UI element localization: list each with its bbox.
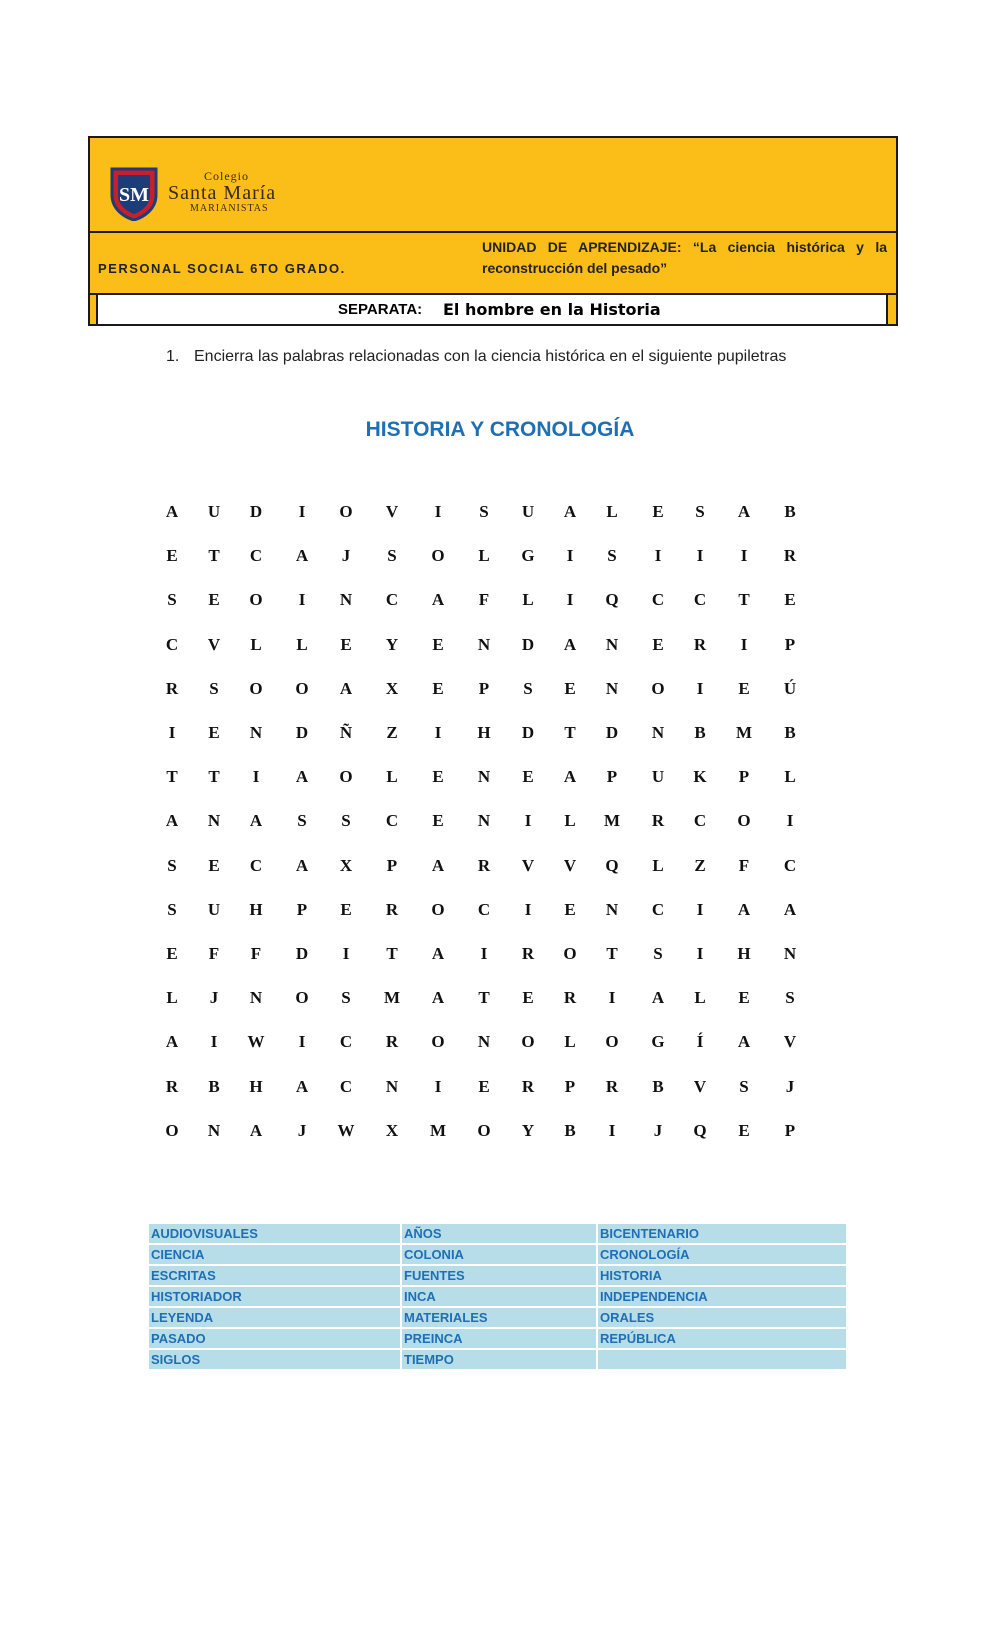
grid-letter[interactable]: P xyxy=(738,767,750,787)
grid-letter[interactable]: I xyxy=(252,767,260,787)
grid-letter[interactable]: I xyxy=(434,723,442,742)
grid-letter[interactable]: L xyxy=(386,767,398,787)
grid-letter[interactable]: N xyxy=(477,634,491,654)
grid-letter[interactable]: O xyxy=(431,1032,445,1052)
grid-letter[interactable]: E xyxy=(432,678,444,698)
grid-letter[interactable]: I xyxy=(696,944,704,963)
word-list-item: REPÚBLICA xyxy=(598,1329,846,1348)
grid-letter[interactable]: L xyxy=(166,988,178,1008)
grid-letter[interactable]: I xyxy=(566,546,574,566)
grid-letter[interactable]: O xyxy=(563,944,577,963)
grid-letter[interactable]: N xyxy=(385,1076,399,1096)
grid-letter[interactable]: Q xyxy=(605,590,619,610)
word-list-item: ESCRITAS xyxy=(149,1266,402,1285)
grid-letter[interactable]: R xyxy=(783,546,797,566)
grid-letter[interactable]: R xyxy=(165,678,179,698)
grid-letter[interactable]: A xyxy=(165,502,179,521)
grid-letter[interactable]: S xyxy=(341,988,351,1008)
grid-letter[interactable]: E xyxy=(478,1076,490,1096)
grid-letter[interactable]: N xyxy=(605,899,619,919)
logo-colegio: Colegio xyxy=(204,169,249,183)
grid-letter[interactable]: S xyxy=(785,988,795,1008)
grid-letter[interactable]: N xyxy=(207,811,221,831)
grid-letter[interactable]: F xyxy=(208,944,220,963)
grid-letter[interactable]: O xyxy=(737,811,751,831)
grid-letter[interactable]: N xyxy=(477,1032,491,1052)
grid-letter[interactable]: A xyxy=(431,855,445,875)
grid-letter[interactable]: A xyxy=(295,1076,309,1096)
logo-school-name: Santa María xyxy=(168,182,277,204)
grid-letter[interactable]: C xyxy=(651,590,665,610)
grid-letter[interactable]: N xyxy=(605,634,619,654)
worksheet-header xyxy=(88,136,898,326)
grid-letter[interactable]: I xyxy=(524,899,532,919)
grid-letter[interactable]: E xyxy=(208,855,220,875)
grid-letter[interactable]: A xyxy=(563,502,577,521)
grid-letter[interactable]: O xyxy=(295,988,309,1008)
word-list-item xyxy=(598,1350,846,1369)
grid-letter[interactable]: C xyxy=(165,634,179,654)
grid-letter[interactable]: E xyxy=(208,590,220,610)
word-list-item: HISTORIA xyxy=(598,1266,846,1285)
grid-letter[interactable]: L xyxy=(564,1032,576,1052)
learning-unit: UNIDAD DE APRENDIZAJE: “La ciencia histórica y la reconstrucción del pesado” xyxy=(482,239,887,276)
grid-letter[interactable]: O xyxy=(339,502,353,521)
grid-letter[interactable]: J xyxy=(209,988,219,1008)
grid-letter[interactable]: I xyxy=(696,899,704,919)
grid-letter[interactable]: S xyxy=(607,546,617,566)
grid-letter[interactable]: S xyxy=(167,855,177,875)
grid-letter[interactable]: J xyxy=(341,546,351,566)
grid-letter[interactable]: A xyxy=(563,634,577,654)
grid-letter[interactable]: I xyxy=(480,944,488,963)
grid-letter[interactable]: C xyxy=(339,1032,353,1052)
grid-letter[interactable]: Z xyxy=(386,723,398,742)
grid-letter[interactable]: E xyxy=(738,678,750,698)
grid-letter[interactable]: E xyxy=(522,767,534,787)
grid-letter[interactable]: R xyxy=(385,1032,399,1052)
grid-letter[interactable]: S xyxy=(297,811,307,831)
grid-letter[interactable]: E xyxy=(432,811,444,831)
grid-letter[interactable]: N xyxy=(207,1120,221,1140)
grid-letter[interactable]: P xyxy=(386,855,398,875)
word-list-item: CIENCIA xyxy=(149,1245,402,1264)
grid-letter[interactable]: C xyxy=(693,811,707,831)
grid-letter[interactable]: R xyxy=(521,1076,535,1096)
grid-letter[interactable]: N xyxy=(605,678,619,698)
grid-letter[interactable]: F xyxy=(738,855,750,875)
grid-letter[interactable]: E xyxy=(522,988,534,1008)
grid-letter[interactable]: N xyxy=(477,811,491,831)
word-list-item: LEYENDA xyxy=(149,1308,402,1327)
instruction-number: 1. xyxy=(166,348,180,365)
grid-letter[interactable]: T xyxy=(208,767,220,787)
grid-letter[interactable]: O xyxy=(605,1032,619,1052)
course-name: PERSONAL SOCIAL 6TO GRADO. xyxy=(98,261,346,276)
word-list-table xyxy=(149,1222,846,1371)
grid-letter[interactable]: R xyxy=(651,811,665,831)
grid-letter[interactable]: Y xyxy=(385,634,399,654)
word-list-item: HISTORIADOR xyxy=(149,1287,402,1306)
grid-letter[interactable]: P xyxy=(564,1076,576,1096)
grid-letter[interactable]: W xyxy=(337,1120,355,1140)
grid-letter[interactable]: N xyxy=(783,944,797,963)
word-list-item: AUDIOVISUALES xyxy=(149,1224,402,1243)
grid-letter[interactable]: I xyxy=(342,944,350,963)
grid-letter[interactable]: O xyxy=(431,899,445,919)
grid-letter[interactable]: C xyxy=(385,590,399,610)
grid-letter[interactable]: B xyxy=(784,502,796,521)
grid-letter[interactable]: R xyxy=(165,1076,179,1096)
grid-letter[interactable]: T xyxy=(386,944,398,963)
grid-letter[interactable]: J xyxy=(297,1120,307,1140)
grid-letter[interactable]: D xyxy=(521,723,535,742)
grid-letter[interactable]: O xyxy=(249,590,263,610)
grid-letter[interactable]: R xyxy=(563,988,577,1008)
grid-letter[interactable]: A xyxy=(783,899,797,919)
grid-letter[interactable]: A xyxy=(339,678,353,698)
word-list-item: COLONIA xyxy=(402,1245,598,1264)
grid-letter[interactable]: Z xyxy=(694,855,706,875)
grid-letter[interactable]: E xyxy=(738,1120,750,1140)
grid-letter[interactable]: E xyxy=(432,634,444,654)
grid-letter[interactable]: I xyxy=(298,590,306,610)
grid-letter[interactable]: O xyxy=(477,1120,491,1140)
separata-value: El hombre en la Historia xyxy=(443,300,661,319)
puzzle-title: HISTORIA Y CRONOLOGÍA xyxy=(365,418,635,441)
grid-letter[interactable]: V xyxy=(783,1032,797,1052)
grid-letter[interactable]: S xyxy=(653,944,663,963)
word-list-item: PREINCA xyxy=(402,1329,598,1348)
grid-letter[interactable]: T xyxy=(564,723,576,742)
grid-letter[interactable]: P xyxy=(784,1120,796,1140)
grid-letter[interactable]: L xyxy=(522,590,534,610)
grid-letter[interactable]: X xyxy=(385,1120,399,1140)
grid-letter[interactable]: C xyxy=(339,1076,353,1096)
grid-letter[interactable]: I xyxy=(298,502,306,521)
word-list-row xyxy=(149,1224,846,1243)
grid-letter[interactable]: I xyxy=(524,811,532,831)
grid-letter[interactable]: S xyxy=(209,678,219,698)
grid-letter[interactable]: E xyxy=(340,634,352,654)
grid-letter[interactable]: R xyxy=(521,944,535,963)
grid-letter[interactable]: I xyxy=(434,502,442,521)
shield-initials: SM xyxy=(119,184,149,206)
grid-letter[interactable]: N xyxy=(249,723,263,742)
grid-letter[interactable]: P xyxy=(606,767,618,787)
grid-letter[interactable]: O xyxy=(165,1120,179,1140)
school-shield-icon xyxy=(110,165,158,221)
grid-letter[interactable]: D xyxy=(249,502,263,521)
grid-letter[interactable]: N xyxy=(477,767,491,787)
word-list-item: ORALES xyxy=(598,1308,846,1327)
grid-letter[interactable]: X xyxy=(385,678,399,698)
grid-letter[interactable]: A xyxy=(431,590,445,610)
grid-letter[interactable]: M xyxy=(383,988,401,1008)
grid-letter[interactable]: I xyxy=(654,546,662,566)
grid-letter[interactable]: M xyxy=(603,811,621,831)
grid-letter[interactable]: P xyxy=(478,678,490,698)
grid-letter[interactable]: R xyxy=(477,855,491,875)
grid-letter[interactable]: I xyxy=(740,634,748,654)
grid-letter[interactable]: S xyxy=(341,811,351,831)
grid-letter[interactable]: O xyxy=(431,546,445,566)
word-list-row xyxy=(149,1245,846,1264)
grid-letter[interactable]: S xyxy=(479,502,489,521)
grid-letter[interactable]: S xyxy=(167,590,177,610)
grid-letter[interactable]: I xyxy=(566,590,574,610)
grid-letter[interactable]: I xyxy=(740,546,748,566)
grid-letter[interactable]: E xyxy=(784,590,796,610)
grid-letter[interactable]: V xyxy=(207,634,221,654)
grid-letter[interactable]: L xyxy=(784,767,796,787)
logo-marianistas: MARIANISTAS xyxy=(190,203,269,214)
word-list-row xyxy=(149,1350,846,1369)
grid-letter[interactable]: I xyxy=(434,1076,442,1096)
word-list-item: AÑOS xyxy=(402,1224,598,1243)
instruction-text: Encierra las palabras relacionadas con la ciencia histórica en el siguiente pupiletras xyxy=(194,348,787,365)
grid-letter[interactable]: A xyxy=(737,502,751,521)
grid-letter[interactable]: E xyxy=(564,899,576,919)
grid-letter[interactable]: O xyxy=(249,678,263,698)
word-list-item: PASADO xyxy=(149,1329,402,1348)
grid-letter[interactable]: R xyxy=(385,899,399,919)
grid-letter[interactable]: A xyxy=(431,988,445,1008)
grid-letter[interactable]: E xyxy=(652,502,664,521)
grid-letter[interactable]: Í xyxy=(696,1032,704,1052)
instruction xyxy=(166,348,786,366)
grid-letter[interactable]: C xyxy=(249,855,263,875)
grid-letter[interactable]: W xyxy=(247,1032,265,1052)
grid-letter[interactable]: R xyxy=(605,1076,619,1096)
grid-letter[interactable]: I xyxy=(696,678,704,698)
info-row xyxy=(90,231,896,295)
grid-letter[interactable]: F xyxy=(250,944,262,963)
grid-letter[interactable]: G xyxy=(521,546,535,566)
grid-letter[interactable]: X xyxy=(339,855,353,875)
school-logo-text xyxy=(168,170,276,214)
grid-letter[interactable]: Y xyxy=(521,1120,535,1140)
grid-letter[interactable]: L xyxy=(478,546,490,566)
grid-letter[interactable]: I xyxy=(608,988,616,1008)
grid-letter[interactable]: I xyxy=(168,723,176,742)
grid-letter[interactable]: Q xyxy=(605,855,619,875)
grid-letter[interactable]: B xyxy=(208,1076,220,1096)
grid-letter[interactable]: V xyxy=(385,502,399,521)
grid-letter[interactable]: U xyxy=(521,502,535,521)
grid-letter[interactable]: C xyxy=(693,590,707,610)
word-list-item: BICENTENARIO xyxy=(598,1224,846,1243)
grid-letter[interactable]: A xyxy=(249,1120,263,1140)
grid-letter[interactable]: V xyxy=(563,855,577,875)
grid-letter[interactable]: D xyxy=(521,634,535,654)
grid-letter[interactable]: L xyxy=(250,634,262,654)
word-list-item: CRONOLOGÍA xyxy=(598,1245,846,1264)
grid-letter[interactable]: D xyxy=(295,944,309,963)
grid-letter[interactable]: S xyxy=(167,899,177,919)
grid-letter[interactable]: L xyxy=(564,811,576,831)
grid-letter[interactable]: S xyxy=(387,546,397,566)
grid-letter[interactable]: H xyxy=(249,1076,263,1096)
grid-letter[interactable]: I xyxy=(210,1032,218,1052)
grid-letter[interactable]: H xyxy=(249,899,263,919)
grid-letter[interactable]: T xyxy=(606,944,618,963)
grid-letter[interactable]: U xyxy=(207,502,221,521)
grid-letter[interactable]: L xyxy=(652,855,664,875)
grid-letter[interactable]: P xyxy=(296,899,308,919)
grid-letter[interactable]: J xyxy=(785,1076,795,1096)
grid-letter[interactable]: A xyxy=(737,899,751,919)
grid-letter[interactable]: E xyxy=(166,546,178,566)
grid-letter[interactable]: A xyxy=(737,1032,751,1052)
grid-letter[interactable]: N xyxy=(339,590,353,610)
grid-letter[interactable]: N xyxy=(249,988,263,1008)
grid-letter[interactable]: R xyxy=(693,634,707,654)
separata-row xyxy=(96,295,888,324)
grid-letter[interactable]: U xyxy=(207,899,221,919)
grid-letter[interactable]: C xyxy=(783,855,797,875)
grid-letter[interactable]: T xyxy=(166,767,178,787)
word-list-item: MATERIALES xyxy=(402,1308,598,1327)
separata-label: SEPARATA: xyxy=(338,301,423,318)
grid-letter[interactable]: T xyxy=(478,988,490,1008)
grid-letter[interactable]: T xyxy=(208,546,220,566)
grid-letter[interactable]: H xyxy=(737,944,751,963)
grid-letter[interactable]: A xyxy=(295,767,309,787)
grid-letter[interactable]: K xyxy=(693,767,707,787)
grid-letter[interactable]: O xyxy=(339,767,353,787)
grid-letter[interactable]: E xyxy=(432,767,444,787)
grid-letter[interactable]: B xyxy=(564,1120,576,1140)
grid-letter[interactable]: L xyxy=(296,634,308,654)
grid-letter[interactable]: E xyxy=(652,634,664,654)
grid-letter[interactable]: J xyxy=(653,1120,663,1140)
word-list-item: INDEPENDENCIA xyxy=(598,1287,846,1306)
grid-letter[interactable]: E xyxy=(208,723,220,742)
grid-letter[interactable]: L xyxy=(606,502,618,521)
grid-letter[interactable]: B xyxy=(784,723,796,742)
word-list-item: FUENTES xyxy=(402,1266,598,1285)
grid-letter[interactable]: I xyxy=(696,546,704,566)
grid-letter[interactable]: A xyxy=(295,546,309,566)
grid-letter[interactable]: D xyxy=(605,723,619,742)
grid-letter[interactable]: N xyxy=(651,723,665,742)
grid-letter[interactable]: Ñ xyxy=(339,723,353,742)
grid-letter[interactable]: A xyxy=(165,811,179,831)
word-list-row xyxy=(149,1308,846,1327)
grid-letter[interactable]: S xyxy=(695,502,705,521)
grid-letter[interactable]: O xyxy=(651,678,665,698)
grid-letter[interactable]: A xyxy=(165,1032,179,1052)
grid-letter[interactable]: I xyxy=(298,1032,306,1052)
grid-letter[interactable]: A xyxy=(651,988,665,1008)
grid-letter[interactable]: M xyxy=(429,1120,447,1140)
grid-letter[interactable]: V xyxy=(693,1076,707,1096)
grid-letter[interactable]: S xyxy=(523,678,533,698)
word-list-row xyxy=(149,1329,846,1348)
grid-letter[interactable]: E xyxy=(340,899,352,919)
grid-letter[interactable]: I xyxy=(608,1120,616,1140)
word-list-item: TIEMPO xyxy=(402,1350,598,1369)
grid-letter[interactable]: O xyxy=(295,678,309,698)
word-list-row xyxy=(149,1266,846,1285)
grid-letter[interactable]: T xyxy=(738,590,750,610)
grid-letter[interactable]: U xyxy=(651,767,665,787)
grid-letter[interactable]: E xyxy=(564,678,576,698)
grid-letter[interactable]: C xyxy=(385,811,399,831)
grid-letter[interactable]: E xyxy=(166,944,178,963)
grid-letter[interactable]: S xyxy=(739,1076,749,1096)
grid-letter[interactable]: Q xyxy=(693,1120,707,1140)
grid-letter[interactable]: C xyxy=(477,899,491,919)
grid-letter[interactable]: P xyxy=(784,634,796,654)
grid-letter[interactable]: B xyxy=(652,1076,664,1096)
grid-letter[interactable]: H xyxy=(477,723,491,742)
word-list-row xyxy=(149,1287,846,1306)
word-list-item: INCA xyxy=(402,1287,598,1306)
grid-letter[interactable]: C xyxy=(651,899,665,919)
grid-letter[interactable]: D xyxy=(295,723,309,742)
grid-letter[interactable]: E xyxy=(738,988,750,1008)
grid-letter[interactable]: F xyxy=(478,590,490,610)
grid-letter[interactable]: G xyxy=(651,1032,665,1052)
grid-letter[interactable]: Ú xyxy=(783,678,797,698)
grid-letter[interactable]: B xyxy=(694,723,706,742)
grid-letter[interactable]: A xyxy=(431,944,445,963)
grid-letter[interactable]: A xyxy=(563,767,577,787)
grid-letter[interactable]: O xyxy=(521,1032,535,1052)
grid-letter[interactable]: L xyxy=(694,988,706,1008)
grid-letter[interactable]: V xyxy=(521,855,535,875)
grid-letter[interactable]: C xyxy=(249,546,263,566)
word-list-item: SIGLOS xyxy=(149,1350,402,1369)
grid-letter[interactable]: I xyxy=(786,811,794,831)
logo-row xyxy=(90,138,896,233)
grid-letter[interactable]: M xyxy=(735,723,753,742)
grid-letter[interactable]: A xyxy=(295,855,309,875)
grid-letter[interactable]: A xyxy=(249,811,263,831)
